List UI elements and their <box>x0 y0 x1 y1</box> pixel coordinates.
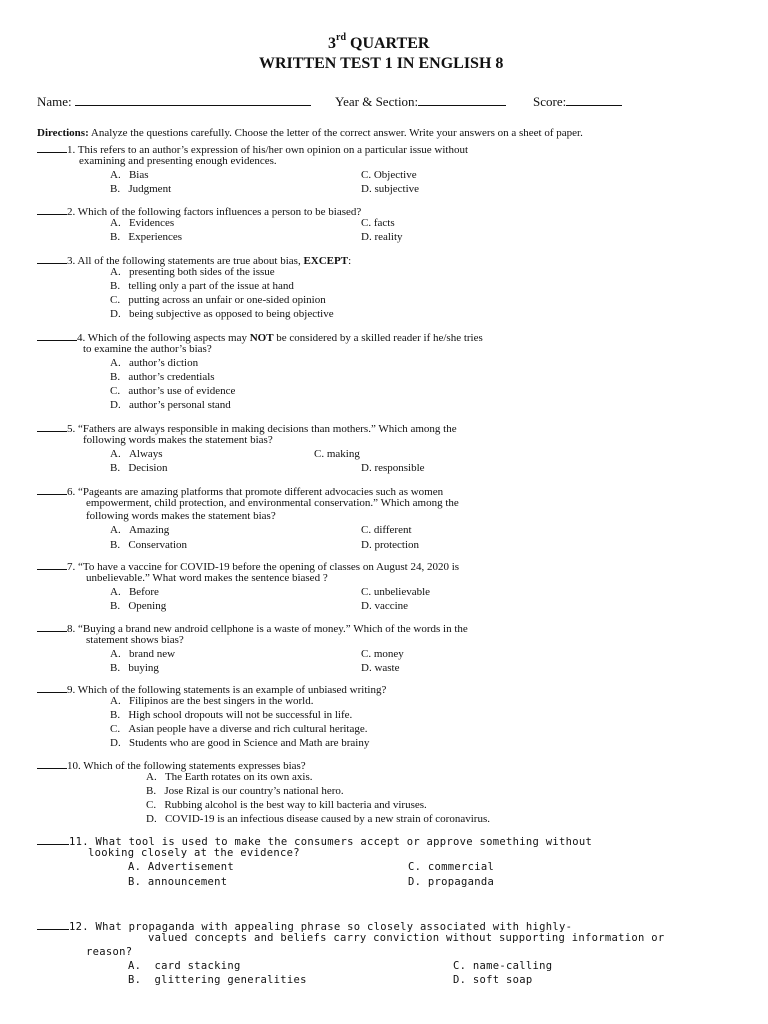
score-field <box>533 95 622 108</box>
option-3a: A. presenting both sides of the issue <box>110 266 275 278</box>
question-1-text-cont: examining and presenting enough evidences. <box>79 155 277 167</box>
question-7-text: 7. “To have a vaccine for COVID-19 before the opening of classes on August 24, 2020 is <box>67 561 460 573</box>
section-field <box>335 95 506 108</box>
option-7a: A. Before <box>110 586 159 598</box>
option-11c: C. commercial <box>408 861 495 873</box>
option-4b: B. author’s credentials <box>110 371 215 383</box>
section-blank[interactable] <box>418 95 506 106</box>
answer-blank-4[interactable] <box>37 330 77 341</box>
option-7b: B. Opening <box>110 600 167 612</box>
option-12d: D. soft soap <box>453 974 533 986</box>
directions <box>37 128 583 139</box>
answer-blank-6[interactable] <box>37 484 67 495</box>
question-8-text: 8. “Buying a brand new android cellphone is a waste of money.” Which of the words in the <box>67 623 468 635</box>
question-2-text: 2. Which of the following factors influences a person to be biased? <box>67 206 362 218</box>
option-1b: B. Judgment <box>110 183 172 195</box>
option-1c: C. Objective <box>361 169 417 181</box>
option-2b: B. Experiences <box>110 231 183 243</box>
option-6a: A. Amazing <box>110 524 170 536</box>
answer-blank-12[interactable] <box>37 919 69 930</box>
option-4a: A. author’s diction <box>110 357 199 369</box>
option-5d: D. responsible <box>361 462 425 474</box>
option-2a: A. Evidences <box>110 217 175 229</box>
option-9c: C. Asian people have a diverse and rich cultural heritage. <box>110 723 368 735</box>
name-label: Name: <box>37 94 72 109</box>
question-5-text: 5. “Fathers are always responsible in making decisions than mothers.” Which among the <box>67 423 457 435</box>
name-field <box>37 95 311 108</box>
option-8a: A. brand new <box>110 648 176 660</box>
score-blank[interactable] <box>566 95 622 106</box>
option-2c: C. facts <box>361 217 395 229</box>
option-9d: D. Students who are good in Science and Math are brainy <box>110 737 370 749</box>
option-10c: C. Rubbing alcohol is the best way to kill bacteria and viruses. <box>146 799 427 811</box>
quarter-heading: 3rd QUARTER <box>328 32 430 52</box>
option-12c: C. name-calling <box>453 960 553 972</box>
option-3d: D. being subjective as opposed to being objective <box>110 308 334 320</box>
question-12-text: 12. What propaganda with appealing phrase so closely associated with highly- <box>69 921 573 933</box>
question-12-text-cont1: valued concepts and beliefs carry conviction without supporting information or <box>148 932 665 944</box>
option-5b: B. Decision <box>110 462 168 474</box>
option-11b: B. announcement <box>128 876 228 888</box>
option-1a: A. Bias <box>110 169 149 181</box>
question-3-text: 3. All of the following statements are true about bias, EXCEPT: <box>67 255 352 267</box>
option-8c: C. money <box>361 648 404 660</box>
score-label: Score: <box>533 94 567 109</box>
option-12b: B. glittering generalities <box>128 974 307 986</box>
answer-blank-11[interactable] <box>37 834 69 845</box>
option-9a: A. Filipinos are the best singers in the world. <box>110 695 314 707</box>
section-label: Year & Section: <box>335 94 419 109</box>
answer-blank-1[interactable] <box>37 142 67 153</box>
answer-blank-10[interactable] <box>37 758 67 769</box>
option-4c: C. author’s use of evidence <box>110 385 236 397</box>
question-11-text-cont: looking closely at the evidence? <box>88 847 300 859</box>
option-5a: A. Always <box>110 448 163 460</box>
option-10a: A. The Earth rotates on its own axis. <box>146 771 313 783</box>
option-2d: D. reality <box>361 231 403 243</box>
option-12a: A. card stacking <box>128 960 241 972</box>
answer-blank-5[interactable] <box>37 421 67 432</box>
answer-blank-3[interactable] <box>37 253 67 264</box>
question-1-text: 1. This refers to an author’s expression of his/her own opinion on a particular issue without <box>67 144 469 156</box>
answer-blank-9[interactable] <box>37 682 67 693</box>
question-4-text: 4. Which of the following aspects may NOT be considered by a skilled reader if he/she tries <box>77 332 483 344</box>
option-11d: D. propaganda <box>408 876 495 888</box>
option-10d: D. COVID-19 is an infectious disease caused by a new strain of coronavirus. <box>146 813 490 825</box>
question-4-text-cont: to examine the author’s bias? <box>83 343 212 355</box>
option-1d: D. subjective <box>361 183 420 195</box>
answer-blank-8[interactable] <box>37 621 67 632</box>
answer-blank-2[interactable] <box>37 204 67 215</box>
directions-label: Directions: <box>37 127 89 139</box>
option-10b: B. Jose Rizal is our country’s national hero. <box>146 785 344 797</box>
directions-text: Analyze the questions carefully. Choose the letter of the correct answer. Write your answers on a sheet of paper. <box>90 127 583 139</box>
option-8d: D. waste <box>361 662 400 674</box>
question-11-text: 11. What tool is used to make the consumers accept or approve something without <box>69 836 593 848</box>
option-6b: B. Conservation <box>110 539 188 551</box>
option-3b: B. telling only a part of the issue at hand <box>110 280 294 292</box>
option-6c: C. different <box>361 524 412 536</box>
test-title: WRITTEN TEST 1 IN ENGLISH 8 <box>259 55 504 72</box>
question-5-text-cont: following words makes the statement bias? <box>83 434 273 446</box>
option-7c: C. unbelievable <box>361 586 431 598</box>
option-3c: C. putting across an unfair or one-sided opinion <box>110 294 326 306</box>
question-10-text: 10. Which of the following statements expresses bias? <box>67 760 306 772</box>
option-6d: D. protection <box>361 539 420 551</box>
question-6-text-cont1: empowerment, child protection, and environmental conservation.” Which among the <box>86 497 459 509</box>
option-7d: D. vaccine <box>361 600 409 612</box>
question-7-text-cont: unbelievable.” What word makes the sentence biased ? <box>86 572 328 584</box>
question-6-text: 6. “Pageants are amazing platforms that promote different advocacies such as women <box>67 486 444 498</box>
option-5c: C. making <box>314 448 360 460</box>
option-4d: D. author’s personal stand <box>110 399 231 411</box>
option-9b: B. High school dropouts will not be successful in life. <box>110 709 353 721</box>
answer-blank-7[interactable] <box>37 559 67 570</box>
name-blank[interactable] <box>75 95 311 106</box>
question-9-text: 9. Which of the following statements is an example of unbiased writing? <box>67 684 387 696</box>
question-12-text-cont2: reason? <box>86 946 133 958</box>
question-6-text-cont2: following words makes the statement bias? <box>86 510 276 522</box>
option-8b: B. buying <box>110 662 159 674</box>
question-8-text-cont: statement shows bias? <box>86 634 184 646</box>
option-11a: A. Advertisement <box>128 861 234 873</box>
